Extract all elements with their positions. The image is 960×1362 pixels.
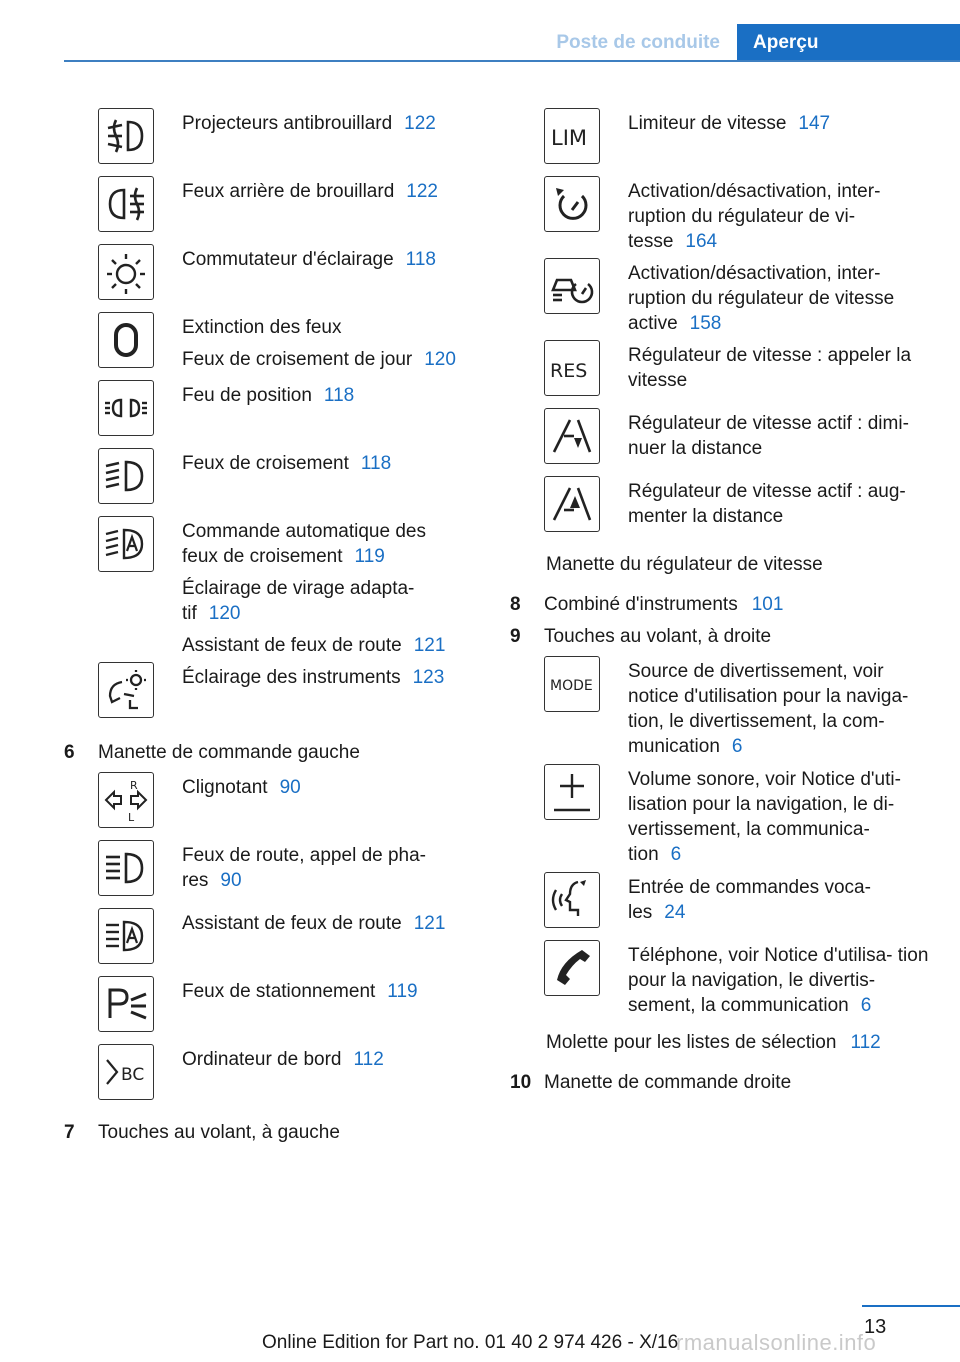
svg-text:LIM: LIM [551, 126, 588, 150]
item-label: Projecteurs antibrouillard [182, 113, 393, 134]
high-beam-assist-icon [98, 908, 154, 964]
section-label: Touches au volant, à droite [544, 626, 772, 647]
item-label: Limiteur de vitesse [628, 113, 787, 134]
header-rule [64, 60, 960, 62]
list-item [64, 312, 484, 380]
fog-rear-icon [98, 176, 154, 232]
item-label: Feux de croisement de jour [182, 349, 413, 370]
page-ref-link[interactable]: 6 [860, 995, 872, 1016]
active-cruise-icon [544, 258, 600, 314]
list-item [64, 516, 484, 662]
section-9 [510, 624, 950, 656]
section-label: Manette de commande droite [544, 1072, 792, 1093]
list-item [64, 176, 484, 244]
section-number: 10 [510, 1072, 532, 1093]
list-item [64, 1044, 484, 1120]
page-ref-link[interactable]: 101 [751, 594, 784, 615]
list-item [510, 872, 950, 940]
page-ref-link[interactable]: 121 [413, 635, 446, 656]
molette-label: Molette pour les listes de sélection [546, 1032, 837, 1053]
edition-footer: Online Edition for Part no. 01 40 2 974 426 - X/16 [262, 1332, 679, 1353]
page-ref-link[interactable]: 118 [360, 453, 392, 474]
mode-icon [544, 656, 600, 712]
page-ref-link[interactable]: 119 [354, 546, 385, 567]
section-6 [64, 740, 484, 772]
cruise-control-icon [544, 176, 600, 232]
instrument-lighting-icon [98, 662, 154, 718]
section-label: Touches au volant, à gauche [98, 1122, 340, 1143]
item-label: Clignotant [182, 777, 268, 798]
list-item [510, 408, 950, 476]
section-number: 8 [510, 594, 521, 615]
molette-item [546, 1030, 950, 1070]
page-ref-link[interactable]: 6 [731, 736, 743, 757]
page-ref-link[interactable]: 123 [412, 667, 445, 688]
volume-icon [544, 764, 600, 820]
list-item [510, 340, 950, 408]
page-ref-link[interactable]: 112 [353, 1049, 384, 1070]
item-label: Éclairage de virage adapta‐ tif [182, 578, 415, 624]
parking-light-icon [98, 976, 154, 1032]
item-label: Volume sonore, voir Notice d'uti‐ lisation pour la navigation, le di‐ vertissement, la communica‐ tion [628, 769, 901, 865]
svg-text:RES: RES [550, 360, 588, 382]
item-label: Régulateur de vitesse actif : aug‐ menter la distance [628, 481, 906, 527]
item-label: Assistant de feux de route [182, 913, 402, 934]
list-item [64, 908, 484, 976]
left-column [64, 108, 484, 1145]
item-label: Feux de croisement [182, 453, 349, 474]
page-ref-link[interactable]: 118 [405, 249, 436, 270]
section-8 [510, 592, 950, 624]
svg-text:BC: BC [121, 1065, 145, 1085]
turn-signal-icon [98, 772, 154, 828]
item-label: Entrée de commandes voca‐ les [628, 877, 871, 923]
item-label: Assistant de feux de route [182, 635, 402, 656]
list-item [510, 764, 950, 872]
list-item [64, 772, 484, 840]
list-item [510, 108, 950, 176]
page-ref-link[interactable]: 6 [670, 844, 682, 865]
item-label: Éclairage des instruments [182, 667, 401, 688]
section-number: 9 [510, 626, 521, 647]
item-label: Extinction des feux [182, 317, 342, 338]
telephone-icon [544, 940, 600, 996]
item-label: Source de divertissement, voir notice d'utilisation pour la naviga‐ tion, le divertissement, la com‐ munication [628, 661, 909, 757]
list-item [510, 258, 950, 340]
item-label: Feu de position [182, 385, 312, 406]
page-number: 13 [864, 1316, 887, 1338]
item-label: Régulateur de vitesse actif : dimi‐ nuer la distance [628, 413, 909, 459]
list-item [64, 244, 484, 312]
page-ref-link[interactable]: 122 [404, 113, 436, 134]
section-7 [64, 1120, 484, 1145]
page-ref-link[interactable]: 120 [424, 349, 456, 370]
item-label: Régulateur de vitesse : appeler la vitesse [628, 345, 912, 391]
item-label: Feux de stationnement [182, 981, 376, 1002]
list-item [64, 840, 484, 908]
voice-command-icon [544, 872, 600, 928]
item-label: Téléphone, voir Notice d'utilisa‐ tion pour la navigation, le divertis‐ sement, la communication [628, 945, 929, 1016]
page-number-rule [862, 1305, 960, 1307]
zero-icon [98, 312, 154, 368]
page-ref-link[interactable]: 119 [387, 981, 418, 1002]
res-icon [544, 340, 600, 396]
list-item [510, 940, 950, 1030]
svg-text:R: R [130, 779, 138, 792]
section-label: Combiné d'instruments [544, 594, 738, 615]
list-item [64, 448, 484, 516]
section-number: 6 [64, 742, 75, 763]
svg-text:MODE: MODE [550, 678, 593, 694]
light-switch-icon [98, 244, 154, 300]
list-item [64, 976, 484, 1044]
item-label: Commande automatique des feux de croisement [182, 521, 426, 567]
page-ref-link[interactable]: 112 [850, 1032, 881, 1053]
list-item [510, 656, 950, 764]
page-ref-link[interactable]: 118 [323, 385, 355, 406]
item-label: Feux de route, appel de pha‐ res [182, 845, 427, 891]
section-number: 7 [64, 1122, 75, 1143]
page-ref-link[interactable]: 24 [664, 902, 686, 923]
section-label: Manette de commande gauche [98, 742, 360, 763]
list-item [510, 476, 950, 552]
list-item [64, 108, 484, 176]
page-ref-link[interactable]: 90 [279, 777, 301, 798]
list-item [510, 176, 950, 258]
item-label: Feux arrière de brouillard [182, 181, 395, 202]
page-ref-link[interactable]: 122 [406, 181, 438, 202]
distance-increase-icon [544, 476, 600, 532]
item-label: Activation/désactivation, inter‐ ruption du régulateur de vitesse active [628, 263, 895, 334]
distance-decrease-icon [544, 408, 600, 464]
high-beam-icon [98, 840, 154, 896]
list-item [64, 380, 484, 448]
list-item [64, 662, 484, 740]
page-ref-link[interactable]: 120 [208, 603, 241, 624]
right-column [510, 108, 950, 1095]
page-ref-link[interactable]: 147 [798, 113, 831, 134]
svg-text:L: L [128, 811, 135, 824]
section-title[interactable]: Poste de conduite [556, 32, 720, 53]
page-ref-link[interactable]: 121 [413, 913, 446, 934]
section-10 [510, 1070, 950, 1095]
auto-low-beam-icon [98, 516, 154, 572]
board-computer-icon [98, 1044, 154, 1100]
fog-front-icon [98, 108, 154, 164]
item-label: Activation/désactivation, inter‐ ruption du régulateur de vi‐ tesse [628, 181, 881, 252]
page-ref-link[interactable]: 158 [689, 313, 722, 334]
page-ref-link[interactable]: 164 [685, 231, 718, 252]
page-ref-link[interactable]: 90 [220, 870, 242, 891]
page-header [0, 0, 960, 62]
item-label: Ordinateur de bord [182, 1049, 342, 1070]
item-label: Commutateur d'éclairage [182, 249, 394, 270]
tab-apercu[interactable]: Aperçu [737, 24, 960, 62]
position-light-icon [98, 380, 154, 436]
lim-icon [544, 108, 600, 164]
low-beam-icon [98, 448, 154, 504]
manette-label: Manette du régulateur de vitesse [546, 554, 823, 575]
watermark: rmanualsonline.info [676, 1330, 877, 1355]
